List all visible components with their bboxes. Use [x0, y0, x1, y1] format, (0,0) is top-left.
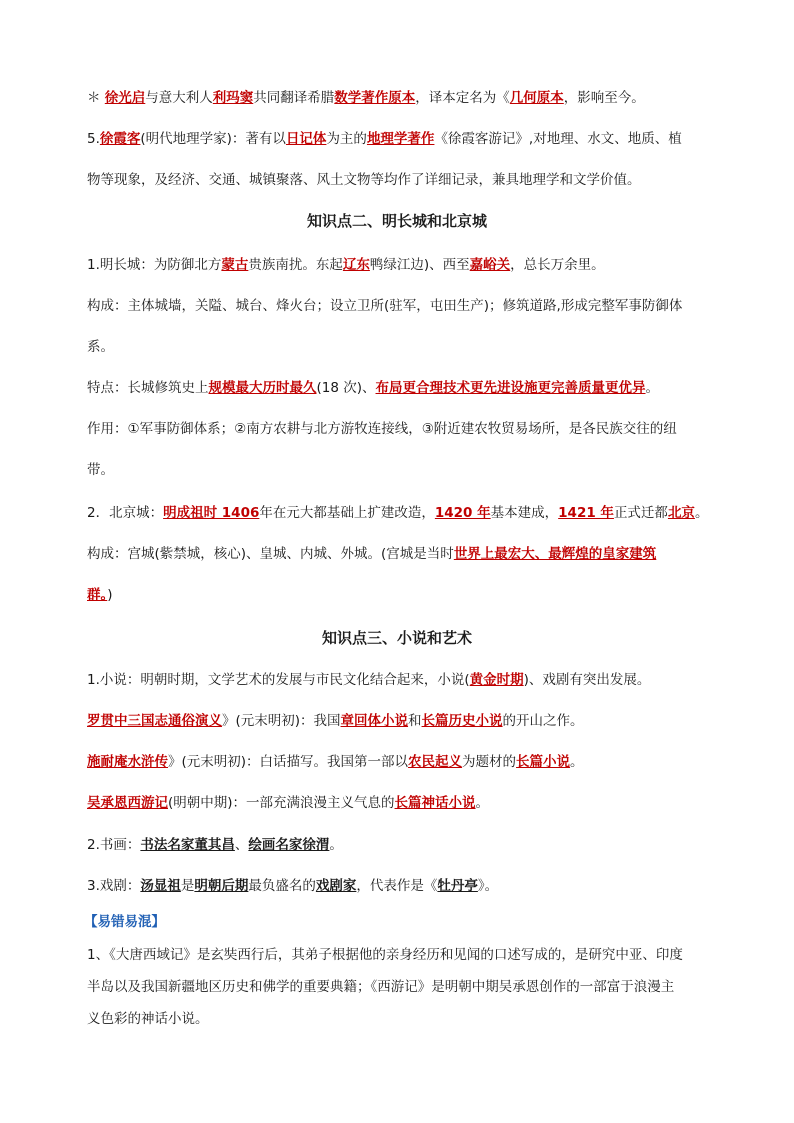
- bold-term: 明朝后期: [194, 878, 249, 894]
- beijing-line-3: [87, 585, 712, 605]
- text-run: 5.: [87, 131, 100, 147]
- text-run: 与意大利人: [145, 90, 213, 106]
- text-run: 最负盛名的: [248, 878, 316, 894]
- text-run: 为题材的: [462, 754, 517, 770]
- text-run: 。: [329, 837, 343, 853]
- text-run: ，总长万余里。: [510, 257, 605, 273]
- xu-xiake-line-2: [87, 170, 712, 190]
- text-run: 作用：①军事防御体系；②南方农耕与北方游牧连接线，③附近建农牧贸易场所，是各民族交往的纽: [87, 421, 677, 437]
- bold-term: 戏剧家: [315, 878, 357, 894]
- bold-term: 汤显祖: [140, 878, 181, 894]
- text-run: 构成：主体城墙，关隘、城台、烽火台；设立卫所(驻军，屯田生产)；修筑道路,形成完整军事防御体: [87, 298, 683, 314]
- key-term: 日记体: [285, 131, 327, 147]
- bold-term: 牡丹亭: [437, 878, 478, 894]
- text-run: (18 次)、: [316, 380, 376, 396]
- text-run: 构成：宫城(紫禁城，核心)、皇城、内城、外城。(宫城是当时: [87, 546, 454, 562]
- xu-guangqi-line: [87, 88, 712, 108]
- text-run: 1.明长城：为防御北方: [87, 257, 222, 273]
- bold-term: 书法名家董其昌: [140, 837, 235, 853]
- key-term: 辽东: [342, 257, 370, 273]
- text-run: (明代地理学家)：著有以: [140, 131, 286, 147]
- key-term: 利玛窦: [212, 90, 254, 106]
- text-run: 2．北京城：: [87, 505, 164, 521]
- key-term: 嘉峪关: [469, 257, 511, 273]
- text-run: 特点：长城修筑史上: [87, 380, 209, 396]
- text-run: 。: [645, 380, 660, 396]
- key-term: 1420 年: [434, 505, 491, 521]
- key-term: 徐光启: [104, 90, 146, 106]
- text-run: 和: [408, 713, 422, 729]
- text-run: 。: [570, 754, 584, 770]
- text-run: 3.戏剧：: [87, 878, 141, 894]
- text-run: 。: [694, 505, 709, 521]
- confusion-line-3: 义色彩的神话小说。: [87, 1011, 209, 1027]
- text-run: (明朝中期)：一部充满浪漫主义气息的: [168, 795, 395, 811]
- text-run: 。: [475, 795, 490, 811]
- key-term: 布局更合理技术更先进设施更完善质量更优异: [375, 380, 646, 396]
- text-run: ＊: [87, 90, 105, 106]
- text-run: 正式迁都: [613, 505, 668, 521]
- great-wall-structure-line-1: [87, 296, 712, 316]
- text-run: 物等现象，及经济、交通、城镇聚落、风土文物等均作了详细记录，兼具地理学和文学价值。: [87, 172, 641, 188]
- key-term: 长篇小说: [516, 754, 571, 770]
- text-run: ，影响至今。: [563, 90, 645, 106]
- text-run: 的开山之作。: [502, 713, 584, 729]
- text-run: 年在元大都基础上扩建改造，: [259, 505, 435, 521]
- confusion-line-1: 1、《大唐西域记》是玄奘西行后，其弟子根据他的亲身经历和见闻的口述写成的，是研究中亚、印度: [87, 947, 683, 963]
- novel-three-kingdoms-line: [87, 711, 712, 731]
- key-term: 几何原本: [509, 90, 564, 106]
- text-run: 是: [180, 878, 195, 894]
- great-wall-structure-line-2: [87, 337, 712, 357]
- key-term: 长篇神话小说: [394, 795, 476, 811]
- bold-term: 绘画名家徐渭: [248, 837, 330, 853]
- text-run: 鸭绿江边)、西至: [369, 257, 470, 273]
- key-term: 世界上最宏大、最辉煌的皇家建筑: [453, 546, 657, 562]
- novel-intro-line: [87, 670, 712, 690]
- text-run: 2.书画：: [87, 837, 141, 853]
- text-run: )、戏剧有突出发展。: [523, 672, 651, 688]
- great-wall-line: [87, 255, 712, 275]
- text-run: 共同翻译希腊: [253, 90, 335, 106]
- novel-journey-west-line: [87, 793, 712, 813]
- great-wall-effect-line-1: [87, 419, 712, 439]
- key-term: 数学著作原本: [334, 90, 416, 106]
- text-run: 系。: [87, 339, 114, 355]
- text-run: ，代表作是《: [356, 878, 438, 894]
- key-term: 施耐庵水浒传: [87, 754, 168, 770]
- text-run: 》(元末明初)：白话描写。我国第一部以: [168, 754, 409, 770]
- great-wall-feature-line: [87, 378, 712, 398]
- key-term: 明成祖时 1406: [163, 505, 260, 521]
- key-term: 徐霞客: [99, 131, 141, 147]
- key-term: 群。: [87, 587, 108, 603]
- key-term: 黄金时期: [469, 672, 524, 688]
- key-term: 地理学著作: [366, 131, 435, 147]
- text-run: 基本建成，: [490, 505, 559, 521]
- confusion-line-2: 半岛以及我国新疆地区历史和佛学的重要典籍；《西游记》是明朝中期吴承恩创作的一部富于浪漫主: [87, 979, 675, 995]
- text-run: 1.小说：明朝时期，文学艺术的发展与市民文化结合起来，小说(: [87, 672, 470, 688]
- text-run: 》。: [477, 878, 499, 894]
- key-term: 农民起义: [408, 754, 463, 770]
- key-term: 1421 年: [558, 505, 614, 521]
- text-run: 为主的: [326, 131, 367, 147]
- text-run: ): [107, 587, 113, 603]
- xu-xiake-line-1: [87, 129, 712, 149]
- drama-line: [87, 876, 712, 896]
- beijing-line-2: [87, 544, 712, 564]
- text-run: 》(元末明初)：我国: [222, 713, 341, 729]
- section-heading-great-wall: 知识点二、明长城和北京城: [306, 212, 487, 230]
- key-term: 规模最大历时最久: [208, 380, 317, 396]
- confusion-tag: 【易错易混】: [84, 914, 165, 930]
- section-heading-novels-arts: 知识点三、小说和艺术: [321, 629, 472, 647]
- key-term: 罗贯中三国志通俗演义: [87, 713, 222, 729]
- beijing-line-1: [87, 503, 712, 523]
- text-run: ，译本定名为《: [415, 90, 510, 106]
- key-term: 蒙古: [221, 257, 249, 273]
- key-term: 北京: [667, 505, 695, 521]
- text-run: 带。: [87, 462, 114, 478]
- key-term: 章回体小说: [340, 713, 409, 729]
- great-wall-effect-line-2: [87, 460, 712, 480]
- key-term: 长篇历史小说: [421, 713, 503, 729]
- painting-line: [87, 835, 712, 855]
- text-run: 贵族南扰。东起: [248, 257, 343, 273]
- novel-water-margin-line: [87, 752, 712, 772]
- key-term: 吴承恩西游记: [87, 795, 168, 811]
- text-run: 《徐霞客游记》,对地理、水文、地质、植: [434, 131, 682, 147]
- text-run: 、: [234, 837, 249, 853]
